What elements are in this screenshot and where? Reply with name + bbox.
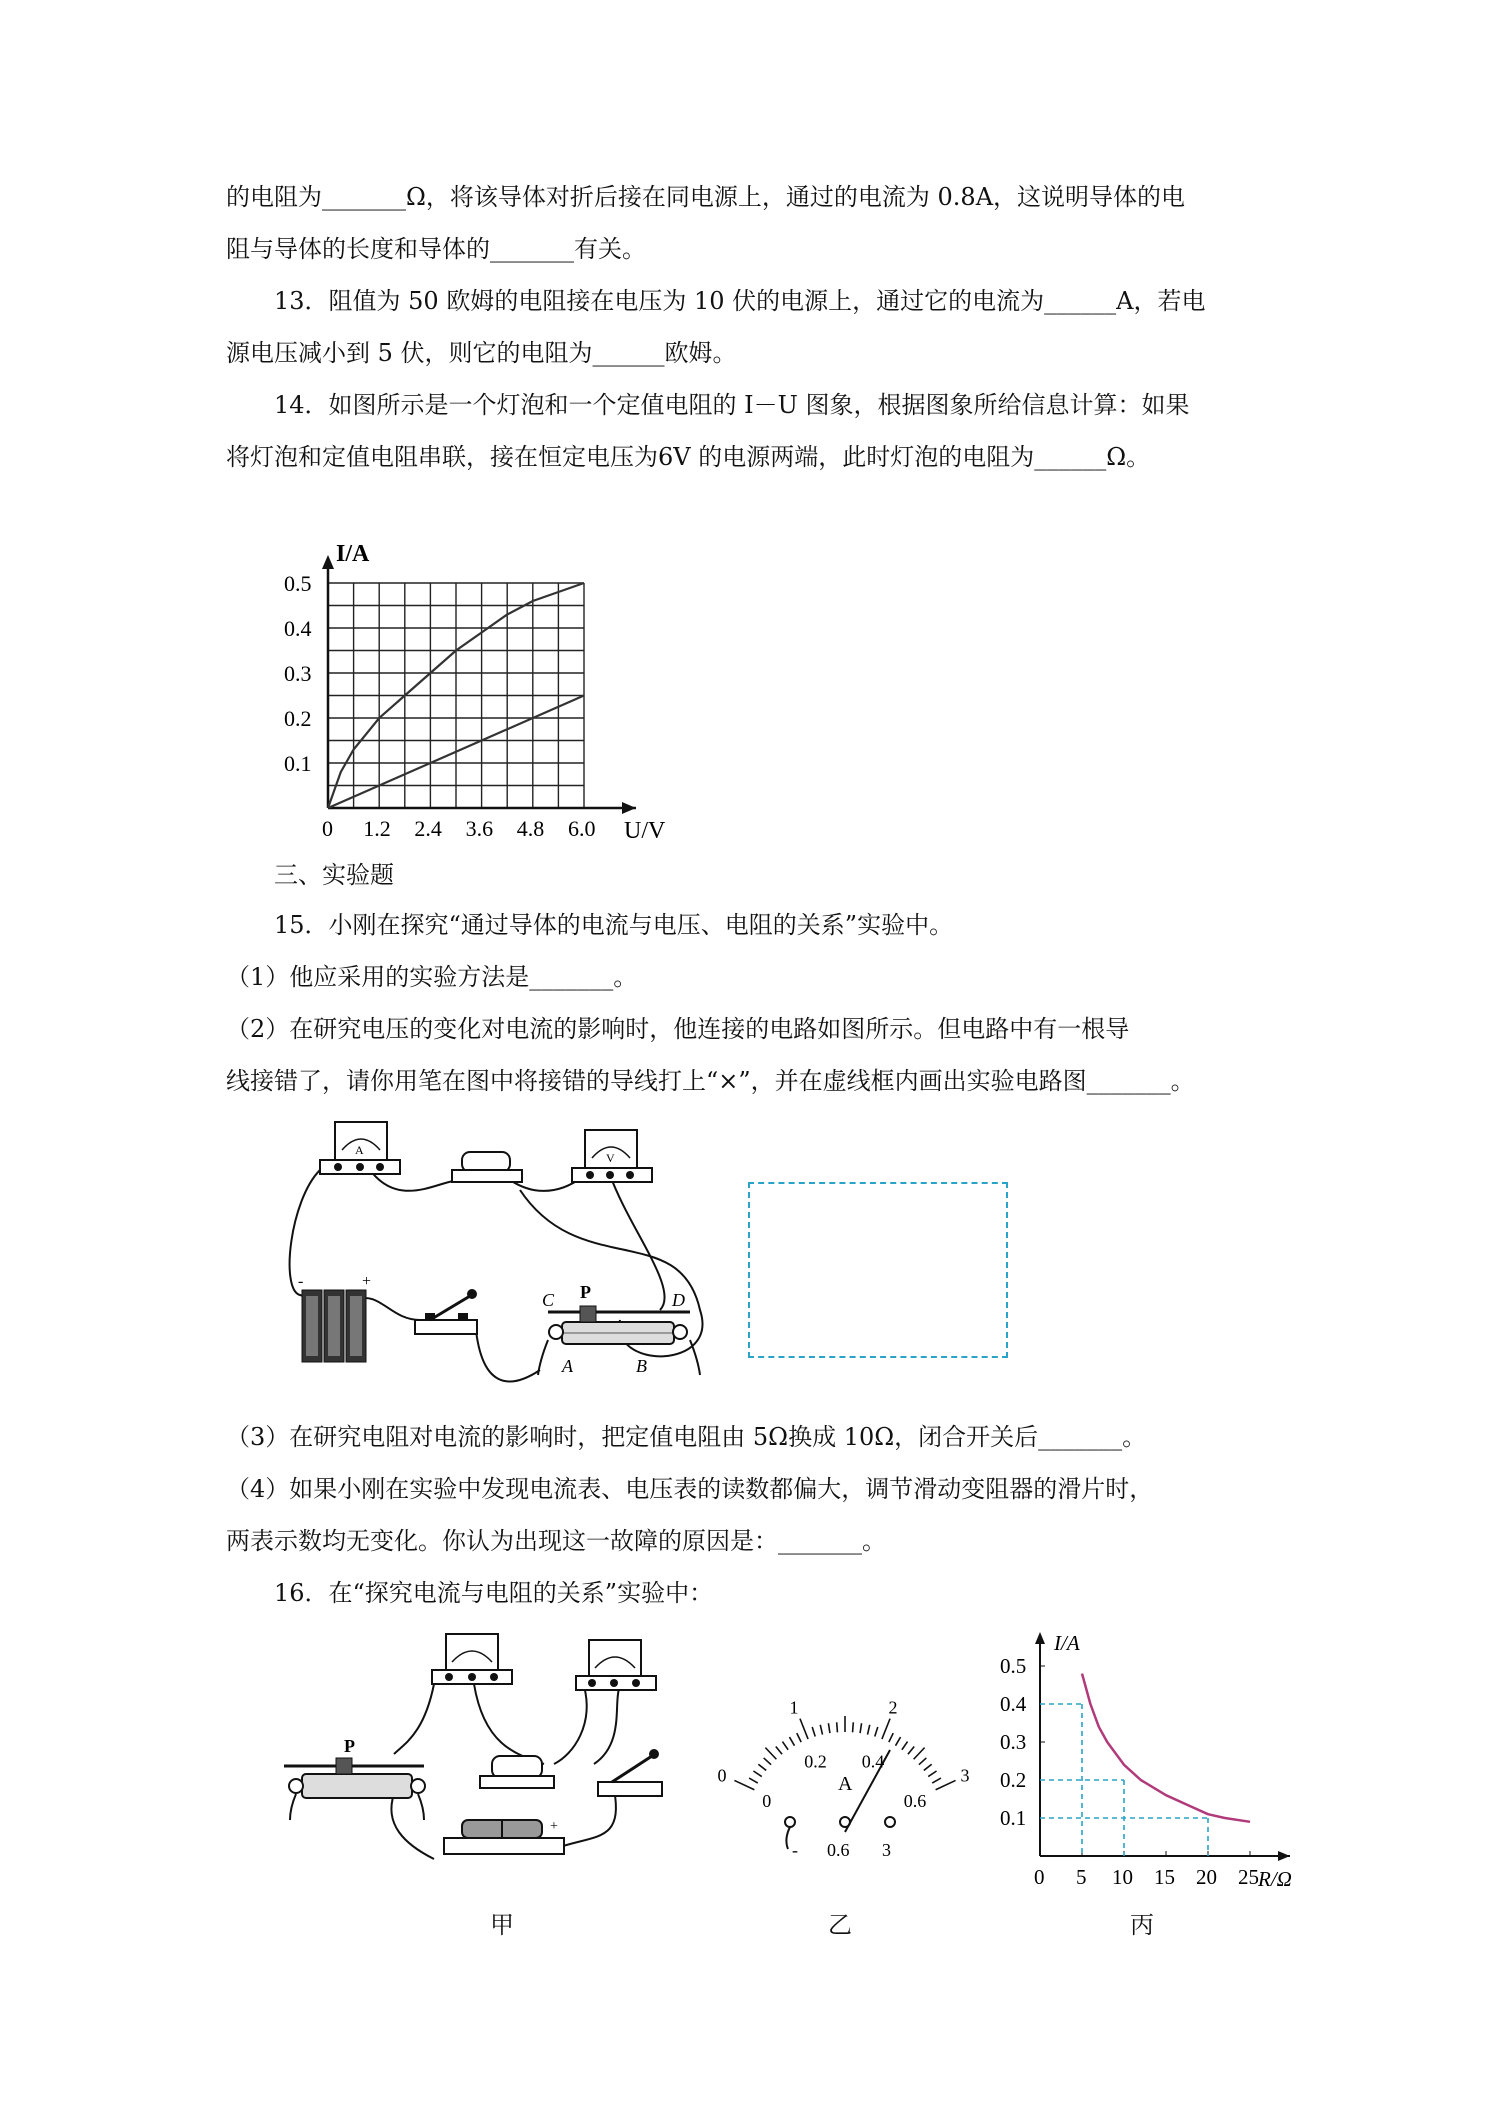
y-tick-label: 0.3 [284,661,312,686]
caption-yi: 乙 [828,1911,852,1939]
x-axis-label: U/V [624,818,666,838]
q15-part1: （1）他应采用的实验方法是_______。 [226,963,638,991]
wire [554,1686,587,1764]
answer-dashed-box[interactable] [748,1182,1008,1358]
iu-labels [284,541,666,838]
q16-stem: 16．在“探究电流与电阻的关系”实验中： [274,1579,714,1607]
switch-icon [598,1749,662,1796]
dial-tick [914,1748,925,1760]
dial-tick [860,1723,862,1733]
x-tick-label: 4.8 [516,816,545,838]
wire [594,1689,619,1764]
meter-center-label: A [838,1773,853,1795]
x-tick-label: 6.0 [568,816,596,838]
dial-tick [896,1737,901,1746]
terminal-label-0-6: 0.6 [827,1840,850,1860]
y-tick-label: 0.3 [1000,1730,1027,1754]
dial-tick [812,1727,815,1737]
y-tick-label: 0.2 [1000,1768,1027,1792]
terminal-label-minus: - [792,1840,798,1860]
terminal-label-3: 3 [882,1840,891,1860]
dial-tick [789,1737,794,1746]
dial-outer-label: 3 [960,1765,970,1786]
y-tick-label: 0.2 [284,706,312,731]
dial-tick [875,1727,878,1737]
x-tick-label: 15 [1154,1865,1175,1889]
dial-tick [776,1747,782,1755]
y-tick-label: 0.5 [1000,1654,1027,1678]
y-axis-label: I/A [336,541,370,567]
q15-part4-line-2: 两表示数均无变化。你认为出现这一故障的原因是：_______。 [226,1527,886,1555]
iu-graph [270,492,690,838]
y-tick-label: 0.1 [284,751,312,776]
dial-tick [882,1719,890,1739]
ammeter-icon [576,1640,656,1690]
wire [474,1684,544,1764]
dial-tick [828,1723,830,1733]
caption-jia: 甲 [490,1911,514,1939]
dial-tick [908,1747,914,1755]
dial-tick [928,1771,936,1777]
dial-tick [753,1771,761,1777]
resistor-icon [452,1152,522,1182]
q14-line-2: 将灯泡和定值电阻串联，接在恒定电压为6V 的电源两端，此时灯泡的电阻为______Ω。 [226,443,1151,471]
y-axis-label: I/A [1054,1631,1080,1655]
dial-tick [782,1742,788,1750]
dial-tick [867,1725,869,1735]
battery-icon [298,1273,371,1362]
rheostat-label-p: P [344,1736,355,1756]
rheostat-icon [284,1736,425,1820]
section-3-heading: 三、实验题 [274,861,394,889]
figure-yi-meter-dial [700,1640,990,1870]
dial-inner-label: 0.2 [804,1751,827,1772]
dial-tick [924,1764,932,1770]
dial-outer-label: 1 [789,1697,799,1718]
q13-line-2: 源电压减小到 5 伏，则它的电阻为______欧姆。 [226,339,737,367]
dial-tick [889,1733,893,1742]
x-tick-label: 1.2 [363,816,391,838]
wire [475,1320,540,1382]
x-tick-label: 0 [1034,1865,1045,1889]
dial-inner-label: 0 [762,1791,772,1812]
x-axis-arrow-icon [1278,1851,1290,1861]
wire [394,1684,434,1754]
dial-outer-label: 0 [717,1765,727,1786]
q15-part2-line-2: 线接错了，请你用笔在图中将接错的导线打上“×”，并在虚线框内画出实验电路图_______。 [226,1067,1195,1095]
rheostat-icon [538,1282,700,1376]
iu-axes [322,555,636,814]
rheostat-label-p: P [580,1282,591,1302]
battery-icon [444,1819,564,1854]
x-tick-label: 3.6 [465,816,494,838]
figure-jia-circuit [284,1624,704,1884]
wire [610,1175,665,1310]
dial-tick [820,1725,822,1735]
y-tick-label: 0.1 [1000,1806,1027,1830]
iu-grid [328,583,584,808]
battery-plus-label: + [362,1273,372,1290]
x-axis-label: R/Ω [1258,1867,1292,1891]
x-tick-label: 10 [1112,1865,1133,1889]
dial-tick [837,1722,838,1732]
dial-inner-label: 0.4 [861,1751,885,1772]
voltmeter-icon [572,1130,652,1182]
dial-tick [853,1722,854,1732]
dial-tick [764,1758,771,1765]
x-tick-label: 25 [1238,1865,1259,1889]
dial-inner-label: 0.6 [903,1791,927,1812]
ir-guides [1040,1704,1208,1856]
resistor-icon [480,1756,554,1788]
dial-tick [932,1778,941,1783]
x-tick-label: 0 [322,816,333,838]
ammeter-icon [320,1122,400,1174]
ir-axes [1035,1632,1290,1861]
figure-bing-ir-graph [1000,1616,1310,1908]
rheostat-label-d: D [672,1290,685,1310]
dial-tick [919,1758,926,1765]
meter-terminals [785,1817,895,1860]
dial-tick [734,1780,754,1789]
switch-icon [415,1289,477,1334]
q15-part3: （3）在研究电阻对电流的影响时，把定值电阻由 5Ω换成 10Ω，闭合开关后_______。 [226,1423,1147,1451]
y-tick-label: 0.4 [284,616,312,641]
q15-stem: 15．小刚在探究“通过导体的电流与电压、电阻的关系”实验中。 [274,911,954,939]
dial-tick [765,1748,776,1760]
dial-tick [797,1733,801,1742]
x-tick-label: 2.4 [414,816,442,838]
x-axis-arrow-icon [622,802,636,814]
q12-line-2: 阻与导体的长度和导体的_______有关。 [226,235,646,263]
dial-tick [936,1780,956,1789]
voltmeter-icon [432,1634,512,1684]
y-axis-arrow-icon [322,555,334,569]
q12-line-1: 的电阻为_______Ω，将该导体对折后接在同电源上，通过的电流为 0.8A，这说明导体的电 [226,183,1186,211]
dial-tick [800,1719,808,1739]
dial-tick [902,1742,908,1750]
y-tick-label: 0.5 [284,571,312,596]
ir-labels [1000,1631,1292,1891]
y-tick-label: 0.4 [1000,1692,1027,1716]
q13-line-1: 13．阻值为 50 欧姆的电阻接在电压为 10 伏的电源上，通过它的电流为______A，若电 [274,287,1206,315]
terminal-icon [885,1817,895,1827]
wire [290,1170,320,1298]
circuit-diagram-q15 [280,1110,750,1400]
rheostat-label-b: B [636,1356,647,1376]
battery-minus-label: - [298,1273,304,1290]
caption-bing: 丙 [1130,1911,1154,1939]
dial-outer-label: 2 [888,1697,898,1718]
terminal-icon [840,1817,850,1827]
x-tick-label: 5 [1076,1865,1087,1889]
q14-line-1: 14．如图所示是一个灯泡和一个定值电阻的 I－U 图象，根据图象所给信息计算：如果 [274,391,1190,419]
rheostat-label-a: A [562,1356,573,1376]
ir-series [1082,1674,1250,1822]
ir-curve [1082,1674,1250,1822]
voltmeter-label: V [606,1151,615,1165]
x-tick-label: 20 [1196,1865,1217,1889]
dial-tick [749,1778,758,1783]
wire [391,1794,434,1859]
ammeter-label: A [355,1143,364,1157]
y-axis-arrow-icon [1035,1632,1045,1644]
dial-tick [758,1764,766,1770]
q15-part4-line-1: （4）如果小刚在实验中发现电流表、电压表的读数都偏大，调节滑动变阻器的滑片时， [226,1475,1154,1503]
rheostat-label-c: C [542,1290,555,1310]
q15-part2-line-1: （2）在研究电压的变化对电流的影响时，他连接的电路如图所示。但电路中有一根导 [226,1015,1130,1043]
battery-plus-label: + [550,1819,558,1834]
terminal-icon [785,1817,795,1827]
